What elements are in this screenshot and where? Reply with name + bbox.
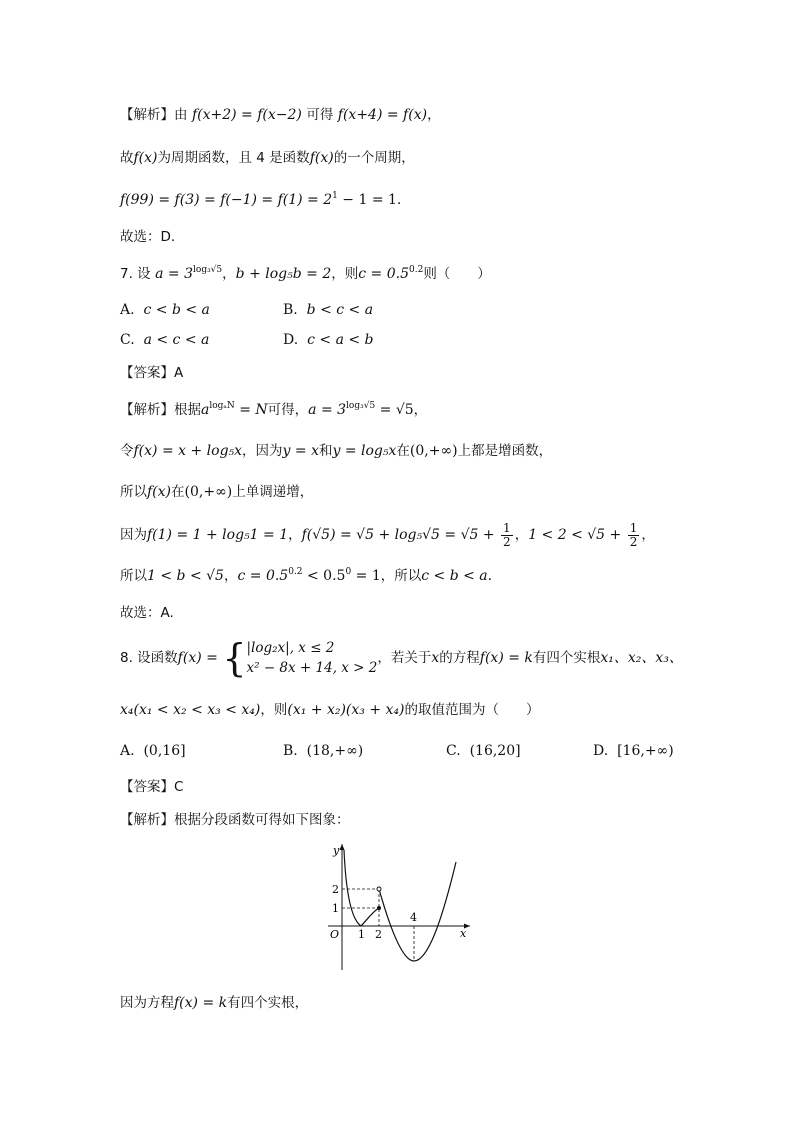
solution-7-line-2: 令f(x) = x + log₅x，因为y = x和y = log₅x在(0,+∞)上都是增函数， <box>120 443 553 459</box>
option-c: C. a < c < a <box>120 332 210 348</box>
solution-7-line-1: 【解析】根据$a^{log_aN} = N$可得，$a = 3^{log_3√5} = √5$， <box>120 401 428 418</box>
math-expr: f(99) = f(3) = f(−1) = f(1) = 2 <box>120 192 333 208</box>
option-d: D. [16,+∞) <box>593 743 674 759</box>
option-a: A. (0,16] <box>120 743 186 759</box>
math-expr: f(x) <box>133 150 158 166</box>
x-tick-1: 1 <box>358 928 365 941</box>
question-8: 8. 设函数f(x) = { |log₂x|, x ≤ 2 x² − 8x + 14, x > 2 ，若关于x的方程f(x) = k有四个实根x₁、x₂、x₃、 <box>120 636 683 680</box>
origin-label: O <box>330 928 340 941</box>
piecewise-cases: |log₂x|, x ≤ 2 x² − 8x + 14, x > 2 <box>246 640 378 676</box>
fraction: $\frac{1}{2}$ <box>629 520 638 549</box>
choice-line: 故选：D. <box>120 229 176 245</box>
math-expr: f(x+2) = f(x−2) <box>191 107 302 123</box>
math-expr: f(x) <box>309 150 334 166</box>
log-curve <box>344 850 379 926</box>
answer-8: 【答案】C <box>120 779 184 795</box>
brace: { <box>222 636 247 680</box>
option-a: A. c < b < a <box>120 302 210 318</box>
solution-7-line-4: 因为f(1) = 1 + log₅1 = 1，f(√5) = √5 + log₅√5 = √5 + $\frac{1}{2}$ ，1 < 2 < √5 + $\frac{1}{2}$ ， <box>120 520 655 549</box>
fraction: $\frac{1}{2}$ <box>503 520 511 549</box>
x-tick-2: 2 <box>375 928 382 941</box>
open-point <box>377 887 381 891</box>
question-8-line-2: x₄(x₁ < x₂ < x₃ < x₄)，则(x₁ + x₂)(x₃ + x₄)的取值范围为（ ） <box>120 702 540 718</box>
y-axis-label: y <box>333 844 340 857</box>
option-b: B. (18,+∞) <box>283 743 364 759</box>
question-7: 7. 设 $a = 3^{log_3√5}$，b + log₅b = 2，则$c = 0.5^{0.2}$则（ ） <box>120 265 491 282</box>
option-b: B. b < c < a <box>283 302 374 318</box>
option-c: C. (16,20] <box>446 743 521 759</box>
solution-line-1: 【解析】由 f(x+2) = f(x−2) 可得 f(x+4) = f(x)， <box>120 107 441 123</box>
y-tick-1: 1 <box>332 902 339 915</box>
y-axis-arrow <box>340 844 345 850</box>
solution-7-line-3: 所以f(x)在(0,+∞)上单调递增， <box>120 484 314 500</box>
option-d: D. c < a < b <box>283 332 374 348</box>
solution-7-line-5: 所以1 < b < √5，$c = 0.5^{0.2} < 0.5^0 = 1$，所以c < b < a. <box>120 567 493 584</box>
x-tick-4: 4 <box>410 911 417 924</box>
solution-8-line-1: 【解析】根据分段函数可得如下图象： <box>120 812 350 828</box>
parabola-curve <box>379 862 456 961</box>
solution-8-line-last: 因为方程f(x) = k有四个实根， <box>120 995 309 1011</box>
answer-7: 【答案】A <box>120 365 184 381</box>
function-graph <box>320 840 480 975</box>
x-axis-label: x <box>460 927 467 940</box>
closed-point <box>377 906 381 910</box>
solution-line-3: $f(99) = f(3) = f(-1) = f(1) = 2^1 - 1 = 1$. <box>120 191 402 208</box>
y-tick-2: 2 <box>332 883 339 896</box>
tag-analysis: 【解析】 <box>120 107 174 123</box>
math-expr: f(x+4) = f(x) <box>337 107 428 123</box>
solution-7-choice: 故选：A. <box>120 605 174 621</box>
solution-line-2: 故f(x)为周期函数，且 4 是函数f(x)的一个周期， <box>120 150 415 166</box>
